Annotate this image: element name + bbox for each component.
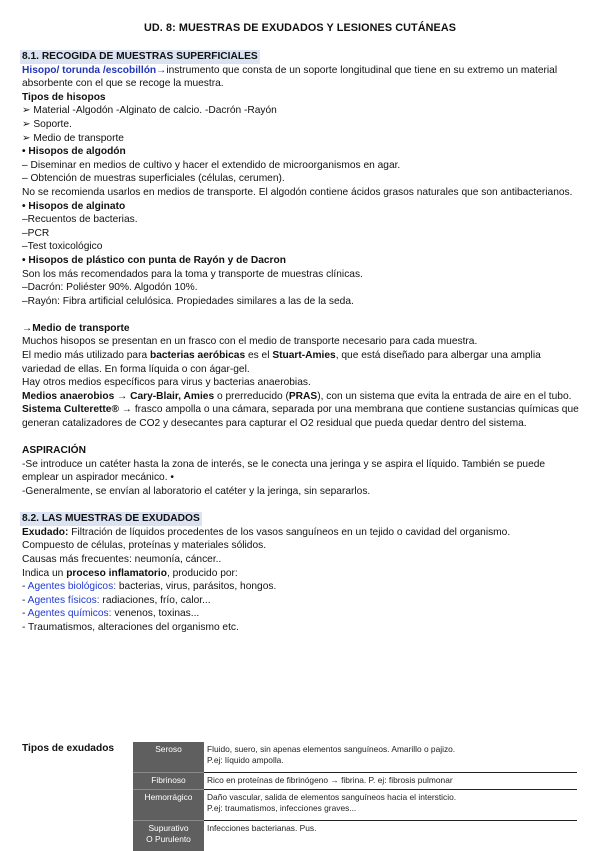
- plastico-line-1: Son los más recomendados para la toma y transporte de muestras clínicas.: [22, 268, 582, 282]
- medio-l2-a: El medio más utilizado para: [22, 350, 150, 361]
- exudado-desc: Fluido, suero, sin apenas elementos sanguíneos. Amarillo o pajizo.: [207, 744, 574, 755]
- alginato-line-1: –Recuentos de bacterias.: [22, 213, 582, 227]
- exudado-term: Exudado:: [22, 527, 68, 538]
- tipo-item-material: ➢ Material -Algodón -Alginato de calcio. -Dacrón -Rayón: [22, 104, 582, 118]
- medio-line-4: [22, 390, 582, 404]
- agente-quimico-name: Agentes químicos:: [28, 608, 112, 619]
- medio-line-5: [22, 403, 582, 430]
- algodon-line-3: No se recomienda usarlos en medios de transporte. El algodón contiene ácidos grasos naturales que son antibacterianos.: [22, 186, 582, 200]
- exudado-type-2: O Purulento: [135, 834, 202, 845]
- tipos-exudados-label: Tipos de exudados: [22, 742, 114, 756]
- medio-l2-e: , que está diseñado para albergar una amplia variedad de ellas. En forma líquida o con ágar-gel.: [22, 350, 541, 375]
- medio-l4-b: o prerreducido (: [214, 391, 289, 402]
- agente-fisico-rest: radiaciones, frío, calor...: [100, 595, 211, 606]
- exudado-def-text: Filtración de líquidos procedentes de los vasos sanguíneos en un tejido o cavidad del organismo.: [68, 527, 510, 538]
- hisopo-def-text: instrumento que consta de un soporte longitudinal que tiene en su extremo un material absorbente con el que se recoge la muestra.: [22, 65, 557, 90]
- exudado-desc: Rico en proteínas de fibrinógeno → fibrina. P. ej: fibrosis pulmonar: [207, 775, 574, 786]
- exudado-example: P.ej: traumatismos, infecciones graves...: [207, 803, 574, 814]
- exudado-type: Hemorrágico: [135, 792, 202, 803]
- table-row: [133, 790, 577, 821]
- plastico-line-2: –Dacrón: Poliéster 90%. Algodón 10%.: [22, 281, 582, 295]
- pras: PRAS: [289, 391, 317, 402]
- section-8-1-heading: 8.1. RECOGIDA DE MUESTRAS SUPERFICIALES: [20, 50, 260, 64]
- agente-bullet: -: [22, 595, 28, 606]
- stuart-amies: Stuart-Amies: [272, 350, 335, 361]
- medio-line-1: Muchos hisopos se presentan en un frasco con el medio de transporte necesario para cada muestra.: [22, 335, 582, 349]
- exudado-l4-a: Indica un: [22, 568, 66, 579]
- page-title: UD. 8: MUESTRAS DE EXUDADOS Y LESIONES CUTÁNEAS: [0, 22, 600, 36]
- exudado-desc-cell: [204, 790, 577, 821]
- bacterias-aerobicas: bacterias aeróbicas: [150, 350, 245, 361]
- plastico-line-3: –Rayón: Fibra artificial celulósica. Propiedades similares a las de la seda.: [22, 295, 582, 309]
- agente-fisico-name: Agentes físicos:: [28, 595, 100, 606]
- agente-fisico: [22, 594, 582, 608]
- hisopo-term: Hisopo/ torunda /escobillón→: [22, 65, 166, 76]
- exudado-type: Fibrinoso: [135, 775, 202, 786]
- exudado-type-cell: [133, 773, 204, 790]
- exudado-type: Seroso: [135, 744, 202, 755]
- alginato-heading: • Hisopos de alginato: [22, 200, 582, 214]
- medio-l2-c: es el: [245, 350, 272, 361]
- agente-biologico-name: Agentes biológicos:: [28, 581, 116, 592]
- exudado-type-cell: [133, 821, 204, 851]
- algodon-line-1: – Diseminar en medios de cultivo y hacer el extendido de microorganismos en agar.: [22, 159, 582, 173]
- exudado-type-cell: [133, 790, 204, 821]
- exudado-desc: Infecciones bacterianas. Pus.: [207, 823, 574, 834]
- agente-biologico-rest: bacterias, virus, parásitos, hongos.: [116, 581, 276, 592]
- tipos-hisopos-heading: Tipos de hisopos: [22, 91, 582, 105]
- table-row: [133, 742, 577, 773]
- agente-bullet: -: [22, 581, 28, 592]
- agente-biologico: [22, 580, 582, 594]
- exudado-type-cell: [133, 742, 204, 773]
- hisopo-definition: [22, 64, 582, 91]
- section-8-1: [22, 50, 582, 635]
- aspiracion-heading: ASPIRACIÓN: [22, 444, 582, 458]
- exudado-example: P.ej: líquido ampolla.: [207, 755, 574, 766]
- exudado-line-3: Causas más frecuentes: neumonía, cáncer..: [22, 553, 582, 567]
- agente-quimico-rest: venenos, toxinas...: [111, 608, 199, 619]
- exudado-desc-cell: [204, 742, 577, 773]
- algodon-line-2: – Obtención de muestras superficiales (células, cerumen).: [22, 172, 582, 186]
- sistema-culterette: Sistema Culterette®: [22, 404, 119, 415]
- algodon-heading: • Hisopos de algodón: [22, 145, 582, 159]
- medio-line-3: Hay otros medios específicos para virus y bacterias anaerobias.: [22, 376, 582, 390]
- plastico-heading: • Hisopos de plástico con punta de Rayón y de Dacron: [22, 254, 582, 268]
- aspiracion-line-2: -Generalmente, se envían al laboratorio el catéter y la jeringa, sin separarlos.: [22, 485, 582, 499]
- medio-transporte-heading: →Medio de transporte: [22, 322, 582, 336]
- alginato-line-3: –Test toxicológico: [22, 240, 582, 254]
- table-row: [133, 821, 577, 851]
- exudado-line-4: [22, 567, 582, 581]
- medios-anaerobios: Medios anaerobios → Cary-Blair, Amies: [22, 391, 214, 402]
- exudado-l4-c: , producido por:: [167, 568, 238, 579]
- tipo-item-soporte: ➢ Soporte.: [22, 118, 582, 132]
- exudado-desc: Daño vascular, salida de elementos sanguíneos hacia el intersticio.: [207, 792, 574, 803]
- aspiracion-line-1: -Se introduce un catéter hasta la zona de interés, se le conecta una jeringa y se aspira el líquido. También se puede emplear un aspirador mecánico. •: [22, 458, 582, 485]
- proceso-inflamatorio: proceso inflamatorio: [66, 568, 167, 579]
- traumatismos-line: - Traumatismos, alteraciones del organismo etc.: [22, 621, 582, 635]
- table-row: [133, 773, 577, 790]
- agente-quimico: [22, 607, 582, 621]
- exudado-desc-cell: [204, 773, 577, 790]
- alginato-line-2: –PCR: [22, 227, 582, 241]
- exudado-definition: [22, 526, 582, 540]
- section-8-2-heading: 8.2. LAS MUESTRAS DE EXUDADOS: [20, 512, 202, 526]
- tipos-exudados-table: [133, 742, 577, 851]
- agente-bullet: -: [22, 608, 28, 619]
- tipo-item-medio: ➢ Medio de transporte: [22, 132, 582, 146]
- exudado-desc-cell: [204, 821, 577, 851]
- medio-l4-d: ), con un sistema que evita la entrada de aire en el tubo.: [317, 391, 571, 402]
- medio-line-2: [22, 349, 582, 376]
- exudado-type: Supurativo: [135, 823, 202, 834]
- exudado-line-2: Compuesto de células, proteínas y materiales sólidos.: [22, 539, 582, 553]
- medio-l5-b: → frasco ampolla o una cámara, separada por una membrana que contiene sustancias químicas que generan catalizadores de CO2 y desecantes para capturar el O2 residual que pueda quedar dentro del sistema.: [22, 404, 579, 429]
